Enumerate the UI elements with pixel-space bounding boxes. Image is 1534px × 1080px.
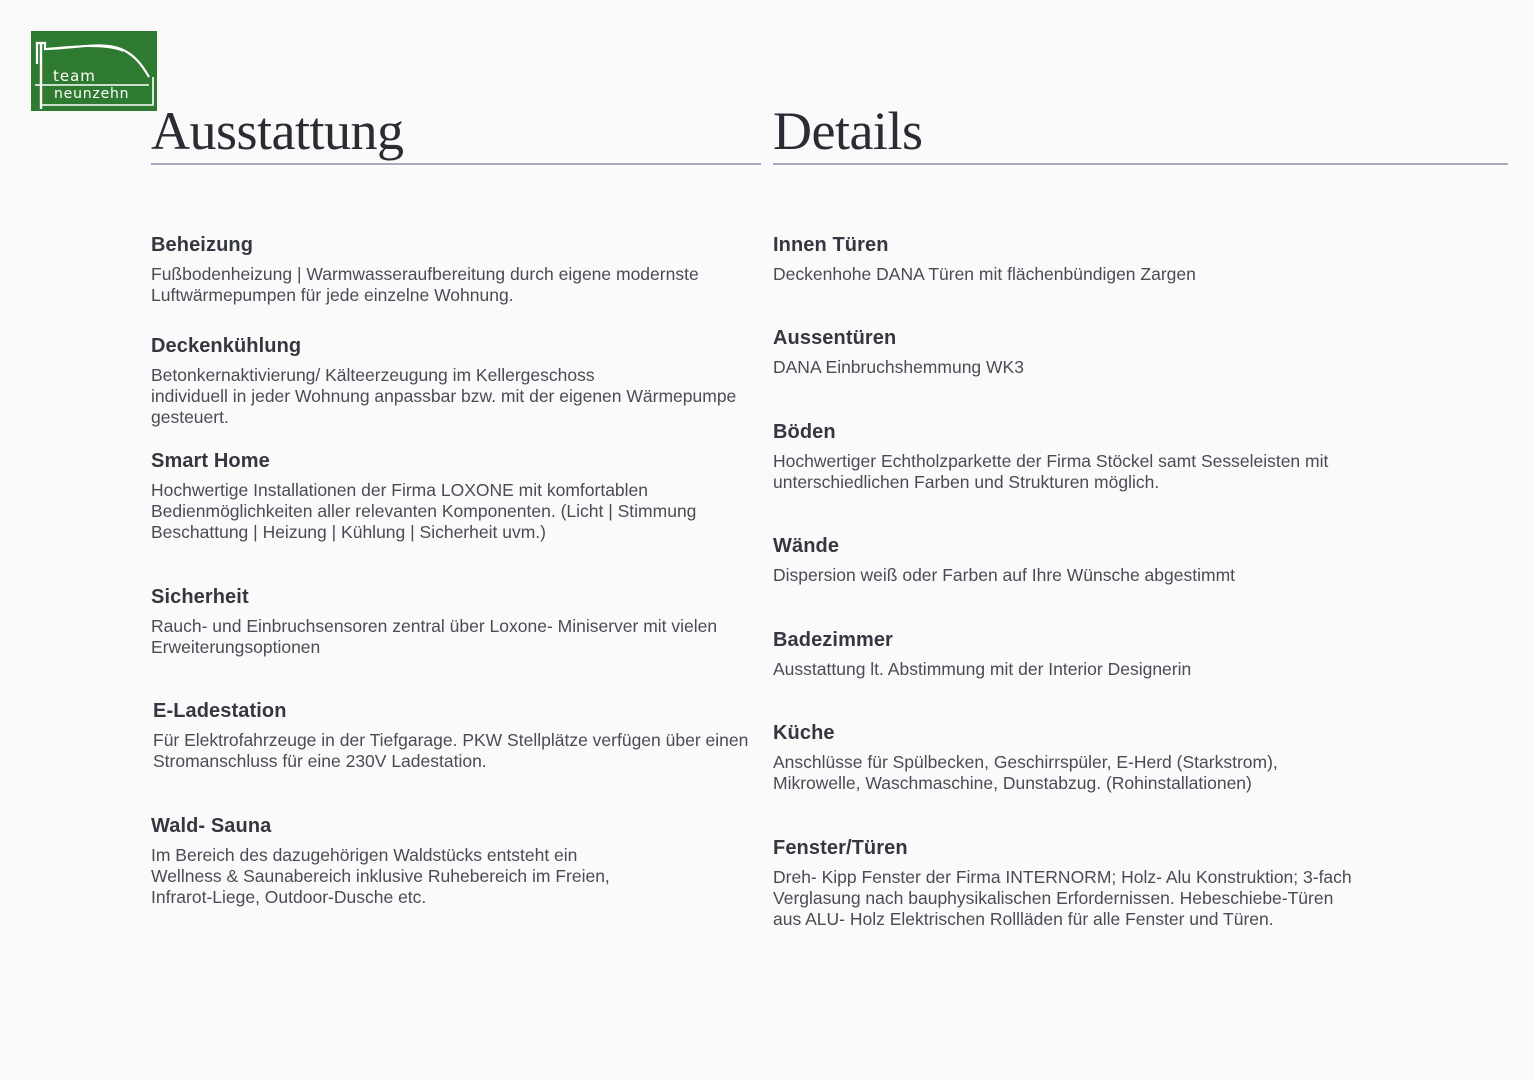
section-heading: E-Ladestation (153, 700, 287, 722)
section-beheizung (151, 233, 771, 306)
section-text: Deckenhohe DANA Türen mit flächenbündigen Zargen (773, 264, 1196, 284)
section-heading: Wald- Sauna (151, 815, 272, 837)
section-smart-home (151, 449, 771, 543)
logo-text-team: team (53, 67, 96, 85)
logo-text-neunzehn: neunzehn (54, 86, 130, 102)
section-fenster-tueren (773, 836, 1393, 930)
section-heading: Innen Türen (773, 234, 889, 256)
section-heading: Deckenkühlung (151, 335, 302, 357)
section-text: Hochwertiger Echtholzparkette der Firma Stöckel samt Sesseleisten mit unterschiedlichen Farben und Strukturen möglich. (773, 451, 1329, 492)
section-text: Im Bereich des dazugehörigen Waldstücks entsteht ein Wellness & Saunabereich inklusive Ruhebereich im Freien, Infrarot-Liege, Outdoor-Dusche etc. (151, 845, 610, 907)
section-text: Betonkernaktivierung/ Kälteerzeugung im Kellergeschoss individuell in jeder Wohnung anpassbar bzw. mit der eigenen Wärmepumpe gesteuert. (151, 365, 737, 427)
section-deckenkuehlung (151, 334, 771, 428)
section-heading: Badezimmer (773, 629, 893, 651)
section-aussentueren (773, 326, 1393, 378)
section-text: Ausstattung lt. Abstimmung mit der Interior Designerin (773, 659, 1192, 679)
section-heading: Böden (773, 421, 836, 443)
section-heading: Beheizung (151, 234, 254, 256)
ausstattung-title: Ausstattung (151, 101, 404, 161)
section-heading: Küche (773, 722, 835, 744)
section-text: Dreh- Kipp Fenster der Firma INTERNORM; Holz- Alu Konstruktion; 3-fach Verglasung nach bauphysikalischen Erfordernissen. Hebeschiebe-Türen aus ALU- Holz Elektrischen Rollläden für alle Fenster und Türen. (773, 867, 1352, 929)
section-heading: Wände (773, 535, 840, 557)
section-text: Rauch- und Einbruchsensoren zentral über Loxone- Miniserver mit vielen Erweiterungsoptionen (151, 616, 718, 657)
section-heading: Aussentüren (773, 327, 897, 349)
section-boeden (773, 420, 1393, 493)
company-logo (31, 31, 157, 111)
section-kueche (773, 721, 1393, 794)
section-badezimmer (773, 628, 1393, 680)
section-text: Für Elektrofahrzeuge in der Tiefgarage. PKW Stellplätze verfügen über einen Stromanschluss für eine 230V Ladestation. (153, 730, 749, 771)
section-heading: Fenster/Türen (773, 837, 908, 859)
section-text: Anschlüsse für Spülbecken, Geschirrspüler, E-Herd (Starkstrom), Mikrowelle, Waschmaschine, Dunstabzug. (Rohinstallationen) (773, 752, 1278, 793)
section-text: Hochwertige Installationen der Firma LOXONE mit komfortablen Bedienmöglichkeiten aller relevanten Komponenten. (Licht | Stimmung Beschattung | Heizung | Kühlung | Sicherheit uvm.) (151, 480, 697, 542)
details-title: Details (773, 101, 923, 161)
section-waende (773, 534, 1393, 586)
section-text: DANA Einbruchshemmung WK3 (773, 357, 1024, 377)
section-heading: Smart Home (151, 450, 270, 472)
details-divider (773, 163, 1508, 165)
section-innen-tueren (773, 233, 1393, 285)
section-sicherheit (151, 585, 771, 658)
section-text: Dispersion weiß oder Farben auf Ihre Wünsche abgestimmt (773, 565, 1236, 585)
ausstattung-divider (151, 163, 761, 165)
section-wald-sauna (151, 814, 771, 908)
section-e-ladestation (153, 699, 773, 772)
section-heading: Sicherheit (151, 586, 249, 608)
section-text: Fußbodenheizung | Warmwasseraufbereitung durch eigene modernste Luftwärmepumpen für jede einzelne Wohnung. (151, 264, 699, 305)
